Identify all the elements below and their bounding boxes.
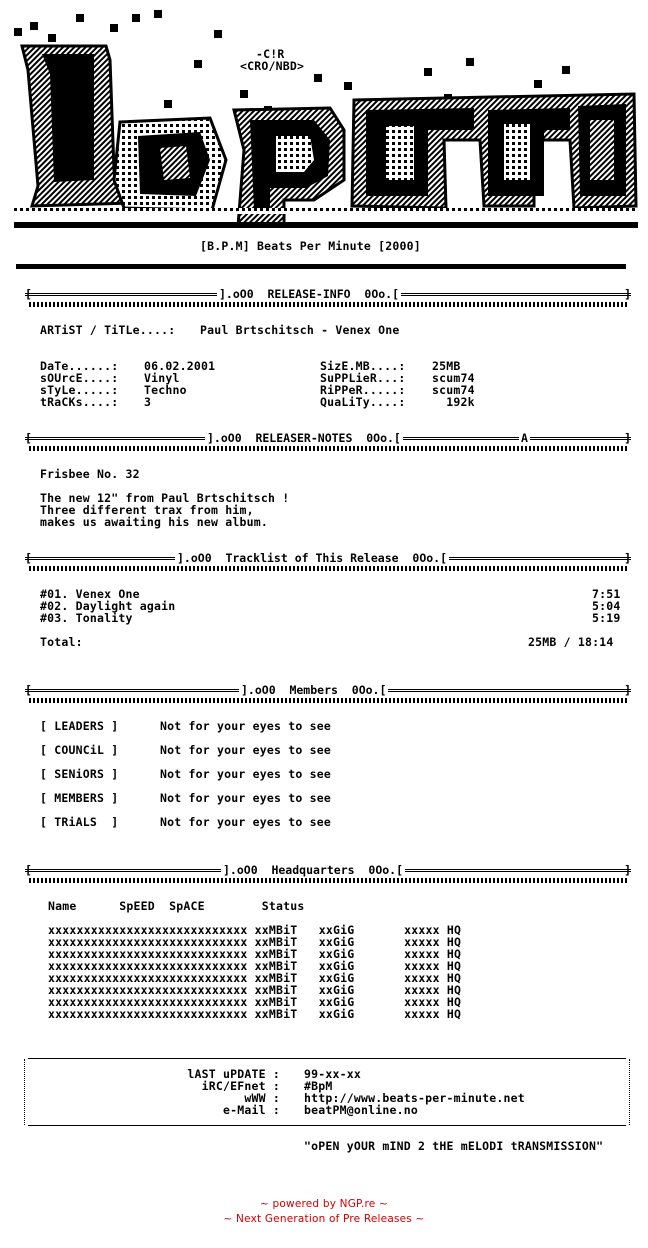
- info-value: 25MB: [432, 359, 461, 373]
- section-title: ].oO0 RELEASE-INFO 0Oo.[: [219, 287, 400, 301]
- page-title: [B.P.M] Beats Per Minute [2000]: [200, 239, 421, 253]
- member-group: [ COUNCiL ]: [40, 743, 119, 757]
- notes-line: The new 12" from Paul Brtschitsch !: [40, 491, 290, 505]
- section-title: ].oO0 Headquarters 0Oo.[: [223, 863, 404, 877]
- track-name: #03. Tonality: [40, 611, 133, 625]
- info-label: sTyLe.....:: [40, 383, 119, 397]
- info-value: scum74: [432, 371, 475, 385]
- artist-title-label: ARTiST / TiTLe....:: [40, 323, 176, 337]
- info-value: scum74: [432, 383, 475, 397]
- footer-label: lAST uPDATE :: [187, 1067, 280, 1081]
- info-label: tRaCKs....:: [40, 395, 119, 409]
- track-time: 5:19: [592, 611, 621, 625]
- member-text: Not for your eyes to see: [160, 791, 331, 805]
- footer-label: e-Mail :: [223, 1103, 280, 1117]
- powered-by-link[interactable]: ~ powered by NGP.re ~: [260, 1198, 388, 1210]
- info-label: sOUrcE....:: [40, 371, 119, 385]
- section-headquarters: [ ] ].oO0 Headquarters 0Oo.[: [25, 863, 631, 885]
- logo-credit: -C!R: [256, 47, 285, 61]
- slogan: "oPEN yOUR mIND 2 tHE mELODI tRANSMISSION": [304, 1139, 604, 1153]
- footer-label: iRC/EFnet :: [201, 1079, 280, 1093]
- info-label: DaTe......:: [40, 359, 119, 373]
- hq-row: xxxxxxxxxxxxxxxxxxxxxxxxxxxx xxMBiT xxGiG xxxxx HQ: [48, 983, 462, 997]
- info-label: QuaLiTy....:: [320, 395, 406, 409]
- section-tracklist: [ ] ].oO0 Tracklist of This Release 0Oo.[: [25, 551, 631, 573]
- footer-label: wWW :: [244, 1091, 280, 1105]
- section-members: [ ] ].oO0 Members 0Oo.[: [25, 683, 631, 705]
- section-title: ].oO0 Tracklist of This Release 0Oo.[: [177, 551, 448, 565]
- info-label: SuPPLieR...:: [320, 371, 406, 385]
- member-text: Not for your eyes to see: [160, 815, 331, 829]
- artist-title-value: Paul Brtschitsch - Venex One: [200, 323, 400, 337]
- track-time: 5:04: [592, 599, 621, 613]
- total-label: Total:: [40, 635, 83, 649]
- notes-marker: A: [521, 431, 528, 445]
- info-value: Techno: [144, 383, 187, 397]
- member-group: [ LEADERS ]: [40, 719, 119, 733]
- website-link[interactable]: http://www.beats-per-minute.net: [304, 1091, 525, 1105]
- hq-row: xxxxxxxxxxxxxxxxxxxxxxxxxxxx xxMBiT xxGiG xxxxx HQ: [48, 1007, 462, 1021]
- section-release-info: [ ] ].oO0 RELEASE-INFO 0Oo.[: [25, 287, 631, 309]
- hq-row: xxxxxxxxxxxxxxxxxxxxxxxxxxxx xxMBiT xxGiG xxxxx HQ: [48, 923, 462, 937]
- logo-credit-group: <CRO/NBD>: [240, 59, 305, 73]
- info-label: SizE.MB....:: [320, 359, 406, 373]
- notes-line: makes us awaiting his new album.: [40, 515, 268, 529]
- hq-row: xxxxxxxxxxxxxxxxxxxxxxxxxxxx xxMBiT xxGiG xxxxx HQ: [48, 971, 462, 985]
- info-value: 192k: [432, 395, 475, 409]
- hq-header: Name SpEED SpACE Status: [48, 899, 305, 913]
- bpm-ascii-logo: [14, 10, 638, 232]
- info-value: 3: [144, 395, 152, 409]
- total-value: 25MB / 18:14: [528, 635, 614, 649]
- email-link[interactable]: beatPM@online.no: [304, 1103, 418, 1117]
- notes-line: Three different trax from him,: [40, 503, 254, 517]
- member-group: [ MEMBERS ]: [40, 791, 119, 805]
- hq-row: xxxxxxxxxxxxxxxxxxxxxxxxxxxx xxMBiT xxGiG xxxxx HQ: [48, 935, 462, 949]
- footer-value: #BpM: [304, 1079, 333, 1093]
- section-title: ].oO0 RELEASER-NOTES 0Oo.[: [207, 431, 401, 445]
- member-group: [ TRiALS ]: [40, 815, 119, 829]
- hq-row: xxxxxxxxxxxxxxxxxxxxxxxxxxxx xxMBiT xxGiG xxxxx HQ: [48, 959, 462, 973]
- info-value: 06.02.2001: [144, 359, 216, 373]
- info-value: Vinyl: [144, 371, 180, 385]
- notes-line: Frisbee No. 32: [40, 467, 140, 481]
- section-title: ].oO0 Members 0Oo.[: [241, 683, 387, 697]
- info-label: RiPPeR.....:: [320, 383, 406, 397]
- ngp-tagline: ~ Next Generation of Pre Releases ~: [223, 1213, 425, 1225]
- member-group: [ SENiORS ]: [40, 767, 119, 781]
- member-text: Not for your eyes to see: [160, 743, 331, 757]
- hq-row: xxxxxxxxxxxxxxxxxxxxxxxxxxxx xxMBiT xxGiG xxxxx HQ: [48, 947, 462, 961]
- section-releaser-notes: [ ] ].oO0 RELEASER-NOTES 0Oo.[ A: [25, 431, 631, 453]
- track-name: #01. Venex One: [40, 587, 140, 601]
- hq-row: xxxxxxxxxxxxxxxxxxxxxxxxxxxx xxMBiT xxGiG xxxxx HQ: [48, 995, 462, 1009]
- member-text: Not for your eyes to see: [160, 719, 331, 733]
- track-time: 7:51: [592, 587, 621, 601]
- header-divider: [16, 264, 626, 269]
- track-name: #02. Daylight again: [40, 599, 176, 613]
- member-text: Not for your eyes to see: [160, 767, 331, 781]
- footer-value: 99-xx-xx: [304, 1067, 361, 1081]
